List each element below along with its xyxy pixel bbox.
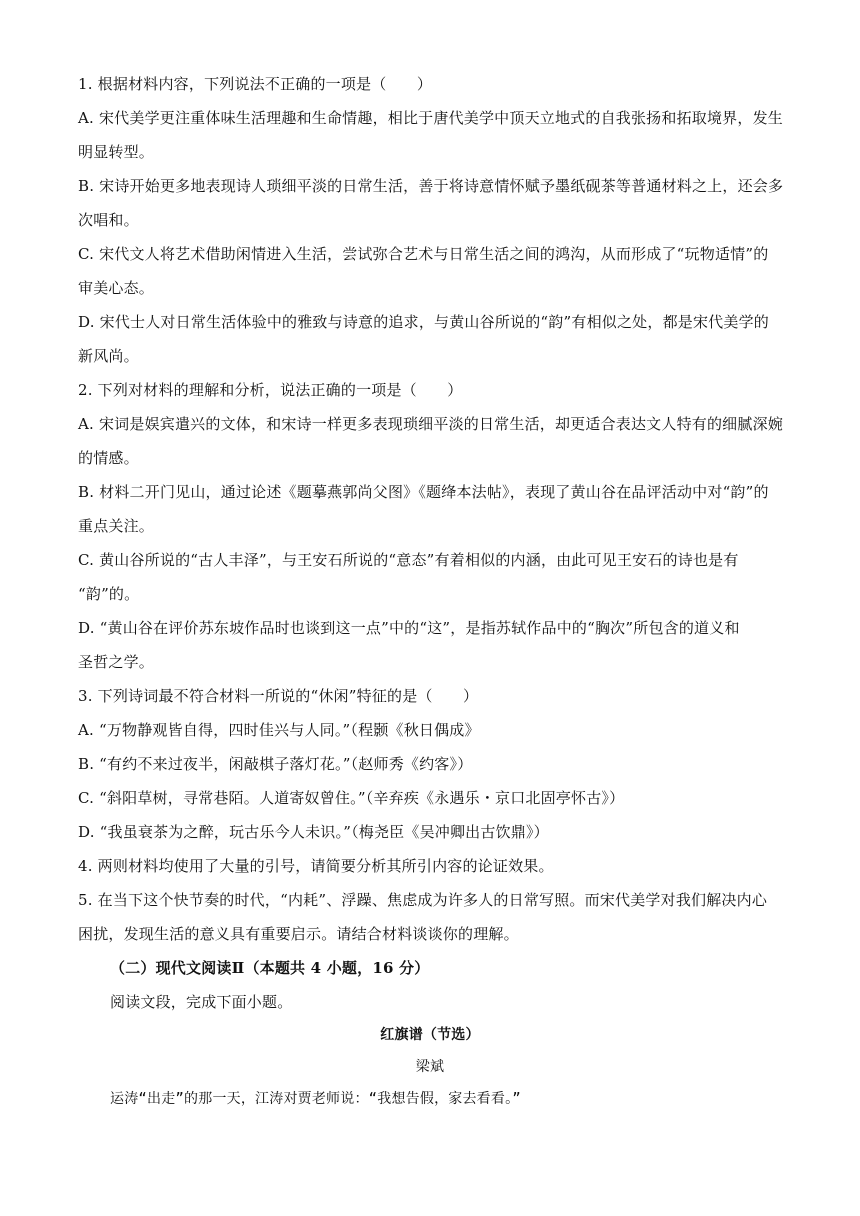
passage-author: 梁斌 <box>415 1059 445 1075</box>
q1-option-b-line2: 次唱和。 <box>78 211 139 229</box>
q1-option-b-line1: B. 宋诗开始更多地表现诗人琐细平淡的日常生活，善于将诗意情怀赋予墨纸砚茶等普通材料之上，还会多 <box>78 177 784 195</box>
q1-option-d-line2: 新风尚。 <box>78 347 139 365</box>
question-4-stem: 4. 两则材料均使用了大量的引号，请简要分析其所引内容的论证效果。 <box>78 857 554 875</box>
q3-option-b: B. “有约不来过夜半，闲敲棋子落灯花。”（赵师秀《约客》） <box>78 755 473 773</box>
question-1-stem: 1. 根据材料内容，下列说法不正确的一项是（ ） <box>78 75 433 93</box>
q3-option-c: C. “斜阳草树，寻常巷陌。人道寄奴曾住。”（辛弃疾《永遇乐・京口北固亭怀古》） <box>78 789 625 807</box>
q2-option-b-line1: B. 材料二开门见山，通过论述《题摹燕郭尚父图》《题绛本法帖》，表现了黄山谷在品评活动中对“韵”的 <box>78 483 769 501</box>
passage-first-line: 运涛“出走”的那一天，江涛对贾老师说：“我想告假，家去看看。” <box>110 1091 521 1107</box>
q1-option-a-line2: 明显转型。 <box>78 143 155 161</box>
q1-option-a-line1: A. 宋代美学更注重体味生活理趣和生命情趣，相比于唐代美学中顶天立地式的自我张扬和拓取境界，发生 <box>78 109 783 127</box>
q3-option-a: A. “万物静观皆自得，四时佳兴与人同。”（程颢《秋日偶成》 <box>78 721 480 739</box>
q2-option-d-line1: D. “黄山谷在评价苏东坡作品时也谈到这一点”中的“这”，是指苏轼作品中的“胸次”所包含的道义和 <box>78 619 740 637</box>
q3-option-d: D. “我虽衰茶为之醉，玩古乐今人未识。”（梅尧臣《吴冲卿出古饮鼎》） <box>78 823 549 841</box>
q2-option-c-line1: C. 黄山谷所说的“古人丰泽”，与王安石所说的“意态”有着相似的内涵，由此可见王安石的诗也是有 <box>78 551 739 569</box>
section-heading: （二）现代文阅读Ⅱ（本题共 4 小题，16 分） <box>110 959 430 977</box>
q2-option-d-line2: 圣哲之学。 <box>78 653 155 671</box>
q2-option-a-line1: A. 宋词是娱宾遣兴的文体，和宋诗一样更多表现琐细平淡的日常生活，却更适合表达文人特有的细腻深婉 <box>78 415 783 433</box>
reading-instruction: 阅读文段，完成下面小题。 <box>110 993 293 1011</box>
q1-option-c-line1: C. 宋代文人将艺术借助闲情进入生活，尝试弥合艺术与日常生活之间的鸿沟，从而形成了“玩物适情”的 <box>78 245 769 263</box>
q1-option-c-line2: 审美心态。 <box>78 279 155 297</box>
question-2-stem: 2. 下列对材料的理解和分析，说法正确的一项是（ ） <box>78 381 463 399</box>
q2-option-c-line2: “韵”的。 <box>78 585 140 603</box>
q1-option-d-line1: D. 宋代士人对日常生活体验中的雅致与诗意的追求，与黄山谷所说的“韵”有相似之处，都是宋代美学的 <box>78 313 769 331</box>
question-5-line1: 5. 在当下这个快节奏的时代，“内耗”、浮躁、焦虑成为许多人的日常写照。而宋代美学对我们解决内心 <box>78 891 768 909</box>
passage-title: 红旗谱（节选） <box>380 1027 480 1043</box>
q2-option-a-line2: 的情感。 <box>78 449 139 467</box>
q2-option-b-line2: 重点关注。 <box>78 517 155 535</box>
question-5-line2: 困扰，发现生活的意义具有重要启示。请结合材料谈谈你的理解。 <box>78 925 519 943</box>
question-3-stem: 3. 下列诗词最不符合材料一所说的“休闲”特征的是（ ） <box>78 687 479 705</box>
